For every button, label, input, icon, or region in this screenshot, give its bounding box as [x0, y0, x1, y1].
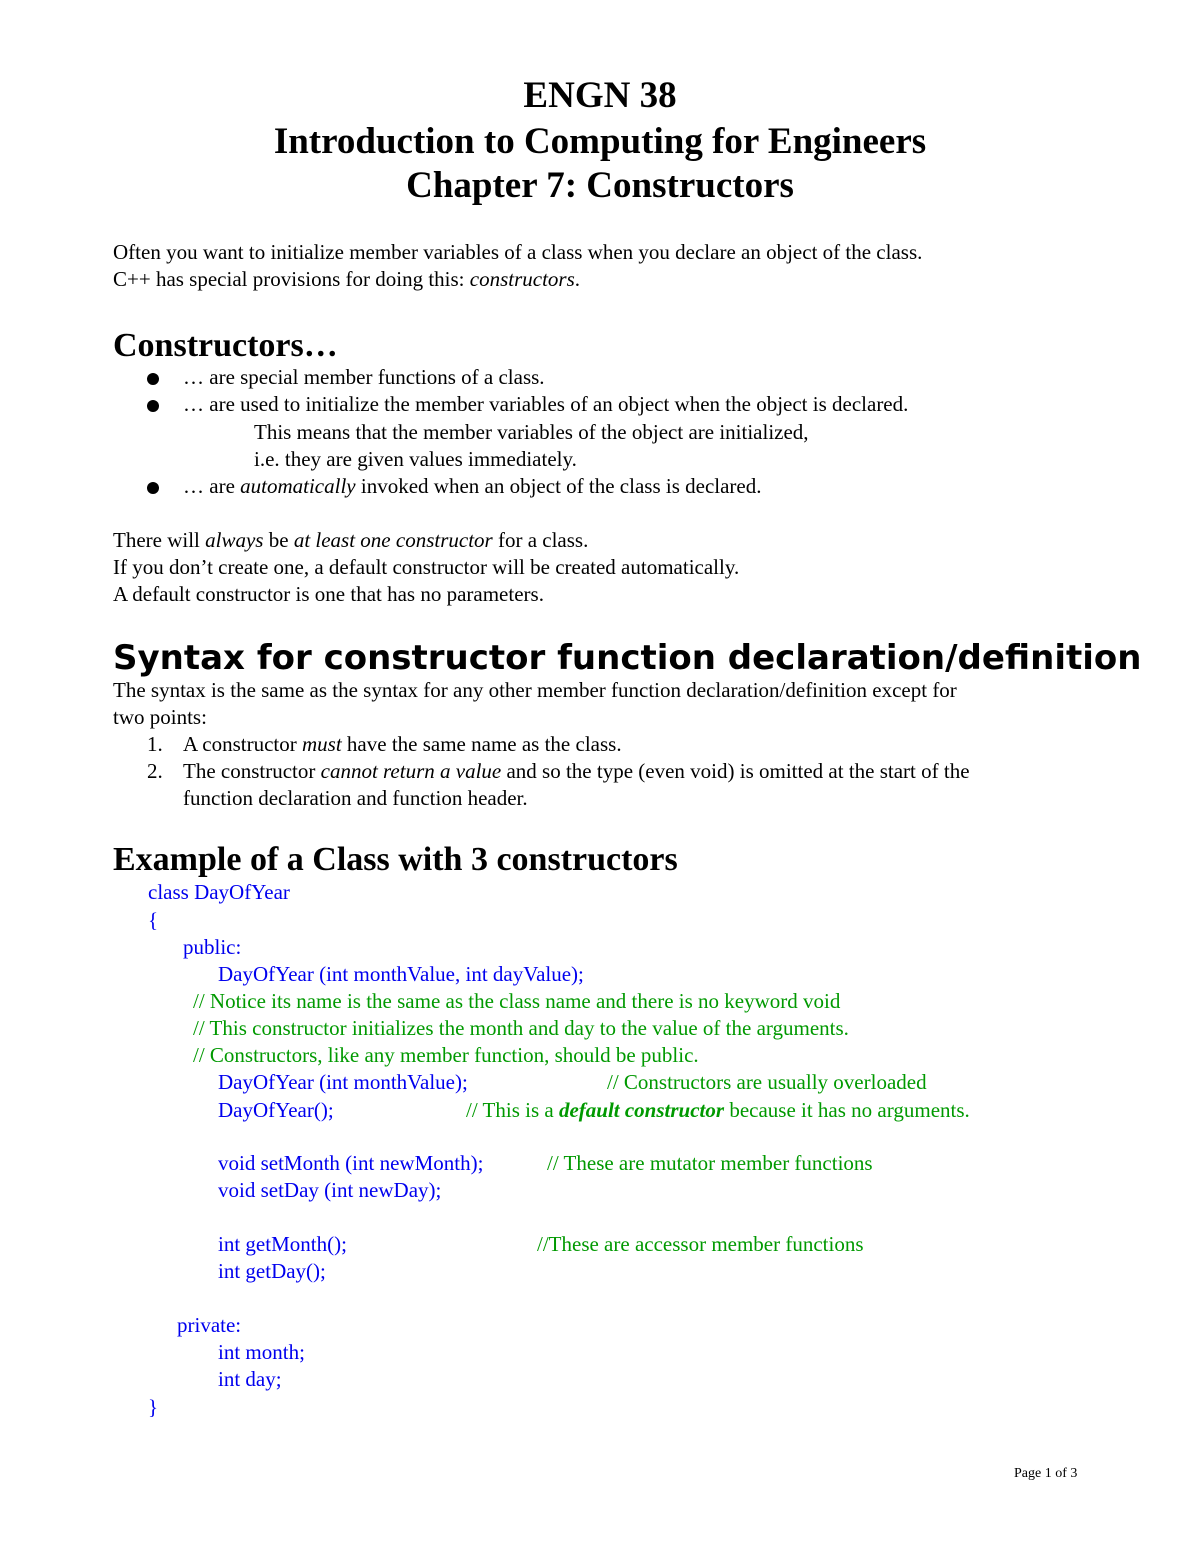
syntax-item-1 — [183, 731, 622, 758]
para-emphasis: at least one constructor — [293, 528, 493, 552]
chapter-title: Chapter 7: Constructors — [406, 165, 794, 206]
bullet-item-2: … are used to initialize the member variables of an object when the object is declared. — [183, 392, 909, 416]
para-emphasis: always — [205, 528, 264, 552]
code-line: void setMonth (int newMonth); — [218, 1151, 484, 1175]
intro-period: . — [574, 267, 580, 291]
code-line: int getMonth(); — [218, 1232, 347, 1256]
code-line: { — [148, 908, 159, 932]
code-line: int getDay(); — [218, 1259, 326, 1283]
intro-line-1: Often you want to initialize member variables of a class when you declare an object of the class. — [113, 240, 923, 264]
bullet-item-2-sub-1: This means that the member variables of the object are initialized, — [254, 420, 809, 444]
default-para-line-3: A default constructor is one that has no parameters. — [113, 582, 544, 606]
intro-line-2 — [113, 266, 580, 293]
syntax-heading: Syntax for constructor function declaration/definition — [113, 638, 1142, 678]
bullet-icon — [147, 400, 159, 412]
code-line: public: — [183, 935, 242, 959]
bullet-3-emphasis: automatically — [240, 474, 356, 498]
bullet-icon — [147, 482, 159, 494]
bullet-icon — [147, 373, 159, 385]
code-comment: // Constructors are usually overloaded — [607, 1070, 927, 1094]
code-comment: // These are mutator member functions — [547, 1151, 873, 1175]
item-emphasis: must — [301, 732, 342, 756]
code-line: DayOfYear(); — [218, 1098, 334, 1122]
syntax-item-2-continued: function declaration and function header. — [183, 786, 528, 810]
syntax-item-2 — [183, 758, 970, 785]
default-para-line-2: If you don’t create one, a default constructor will be created automatically. — [113, 555, 740, 579]
default-para-line-1 — [113, 527, 588, 554]
bullet-item-2-sub-2: i.e. they are given values immediately. — [254, 447, 577, 471]
code-comment: // Notice its name is the same as the class name and there is no keyword void — [193, 989, 841, 1013]
code-line: void setDay (int newDay); — [218, 1178, 442, 1202]
code-line: DayOfYear (int monthValue); — [218, 1070, 468, 1094]
comment-text: because it has no arguments. — [724, 1098, 970, 1122]
code-comment: // This constructor initializes the month and day to the value of the arguments. — [193, 1016, 849, 1040]
list-number: 1. — [147, 732, 163, 756]
code-comment: // Constructors, like any member function, should be public. — [193, 1043, 699, 1067]
code-line: } — [148, 1395, 159, 1419]
code-line: int day; — [218, 1367, 282, 1391]
comment-emphasis: default constructor — [558, 1098, 725, 1122]
item-text: The constructor — [183, 759, 321, 783]
code-line: class DayOfYear — [148, 880, 290, 904]
item-text: have the same name as the class. — [341, 732, 622, 756]
bullet-item-1: … are special member functions of a class. — [183, 365, 545, 389]
course-title: Introduction to Computing for Engineers — [273, 121, 927, 162]
item-text: A constructor — [183, 732, 302, 756]
code-line: int month; — [218, 1340, 305, 1364]
intro-text: C++ has special provisions for doing this: — [113, 267, 470, 291]
syntax-para-line-2: two points: — [113, 705, 207, 729]
list-number: 2. — [147, 759, 163, 783]
code-comment — [466, 1097, 970, 1124]
syntax-para-line-1: The syntax is the same as the syntax for any other member function declaration/definition except for — [113, 678, 957, 702]
para-text: be — [263, 528, 294, 552]
code-comment: //These are accessor member functions — [537, 1232, 864, 1256]
bullet-3-text: … are — [183, 474, 241, 498]
code-line: DayOfYear (int monthValue, int dayValue); — [218, 962, 584, 986]
item-emphasis: cannot return a value — [320, 759, 502, 783]
page-number: Page 1 of 3 — [1014, 1466, 1078, 1481]
bullet-item-3 — [183, 473, 762, 500]
intro-emphasis: constructors — [469, 267, 575, 291]
example-heading: Example of a Class with 3 constructors — [113, 841, 678, 878]
item-text: and so the type (even void) is omitted at the start of the — [501, 759, 970, 783]
bullet-3-text-end: invoked when an object of the class is declared. — [355, 474, 762, 498]
para-text: There will — [113, 528, 206, 552]
code-line: private: — [177, 1313, 242, 1337]
comment-text: // This is a — [466, 1098, 559, 1122]
course-code: ENGN 38 — [523, 75, 677, 116]
para-text: for a class. — [492, 528, 589, 552]
constructors-heading: Constructors… — [113, 327, 338, 364]
